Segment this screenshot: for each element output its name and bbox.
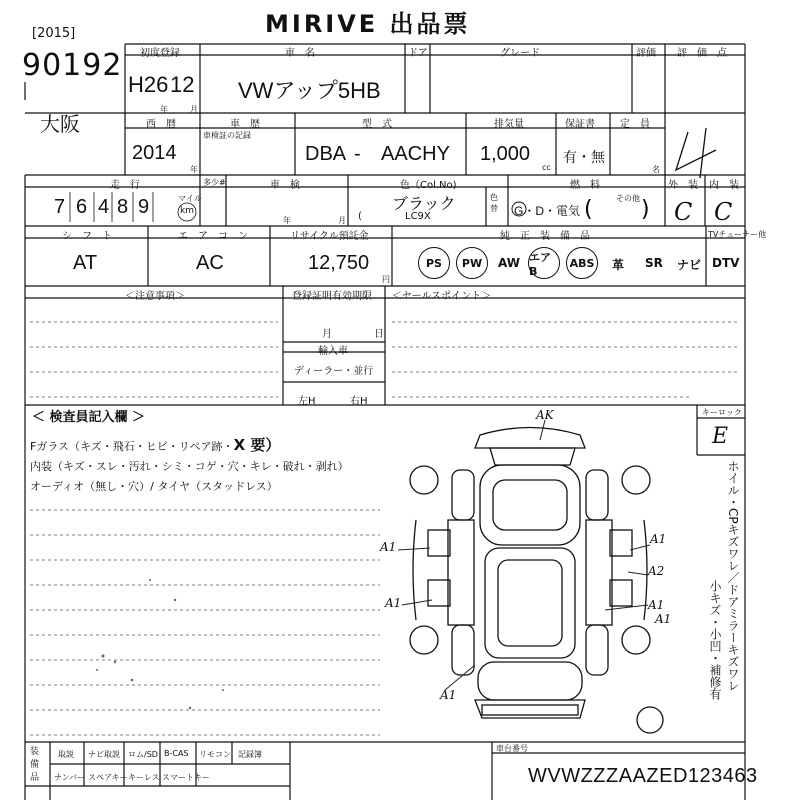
damage-right-3: A1 [648,598,665,612]
score-value [690,125,691,126]
inspection-label: 車 検 [270,180,300,191]
dealer-parallel: ディーラー・並行 [294,366,374,377]
equipment-label: 純 正 装 備 品 [500,231,590,242]
fuel-label: 燃 料 [570,180,600,191]
svg-text:): ) [641,197,650,222]
recycle-label: リサイクル預託金 [290,231,369,242]
reg-expiry-label: 登録証明有効期限 [292,291,372,302]
glass-mark: X 要） [233,436,281,454]
form-title: MIRIVE 出品票 [265,10,471,38]
keylock-mark: E [712,424,729,449]
history-label: 車 歴 [230,119,260,130]
damage-right-4: A1 [655,612,672,626]
item-rom-sd: ロム/SD [128,750,158,759]
damage-left-3: A1 [440,688,457,702]
displacement-label: 排気量 [494,119,524,130]
record-book-label: 記録簿 [238,750,262,759]
model-year-unit: 年 [190,165,198,174]
year-unit: 年 [160,105,168,114]
mileage-digit-2: 6 [76,196,88,218]
form-year: [2015] [32,26,76,41]
left-hand: 左H [298,396,316,407]
shift-value: AT [73,252,98,274]
exterior-label: 外 装 [668,180,698,191]
grade-label: グレード [500,48,540,59]
capacity-label: 定 員 [620,119,650,130]
side-note-2: 小キズ・小凹・補修有 [708,580,722,700]
damage-right-1: A1 [650,532,667,546]
mileage-digit-3: 4 [98,196,110,218]
color-change-label: 色替 [490,193,498,213]
inspection-year: 年 [283,216,291,225]
mileage-digit-5: 9 [138,196,150,218]
equip-abs: ABS [566,247,598,279]
equip-dtv: DTV [712,256,740,270]
right-hand: 右H [350,396,368,407]
first-reg-month: 12 [170,72,195,97]
damage-left-2: A1 [385,596,402,610]
history-sub-label: 車検証の記録 [203,131,251,140]
exterior-grade: C [674,198,693,226]
item-plate: ナンバー [54,773,86,782]
equip-navi: ナビ [677,258,702,272]
aircon-label: エ ア コ ン [178,231,248,242]
venue: 大阪 [40,112,80,136]
rating-mark-label: 評価 [636,48,656,59]
equip-pw: PW [456,247,488,279]
item-spare-key: スペアキー [88,773,128,782]
svg-text:(: ( [584,197,593,222]
inspector-header: ＜ 検査員記入欄 ＞ [32,410,146,425]
tuner-label: TVチューナー他 [708,230,767,239]
fuel-other-label: その他 [616,194,640,203]
mileage-digit-4: 8 [117,196,129,218]
lot-number: 90192 [22,48,123,83]
damage-right-2: A2 [648,564,665,578]
model-year-value: 2014 [132,142,177,164]
warranty-value: 有・無 [563,149,605,165]
color-code: LC9X [405,211,431,222]
reg-day: 日 [374,329,384,340]
audio-tire-line: オーディオ（無し・穴）/ タイヤ（スタッドレス） [30,480,278,493]
equip-sr: SR [645,256,663,270]
mileage-label: 走 行 [110,180,140,191]
item-bcas: B-CAS [164,749,189,758]
capacity-unit: 名 [652,165,660,174]
item-navi-manual: ナビ取説 [88,750,120,759]
interior-grade: C [714,198,733,226]
first-reg-value: H26 [128,72,169,97]
score-label: 評 価 点 [677,48,727,59]
car-name-value: VWアップ5HB [238,78,381,103]
equip-airbag: エアB [528,247,560,279]
item-smart-key: スマートキー [162,773,210,782]
car-name-label: 車 名 [285,48,315,59]
damage-left-1: A1 [380,540,397,554]
aircon-value: AC [196,252,224,274]
month-unit: 月 [190,105,198,114]
first-reg-label: 初度登録 [140,48,180,59]
item-keyless: キーレス [128,773,160,782]
reg-month: 月 [322,329,332,340]
glass-line: Fガラス（キズ・飛石・ヒビ・リペア跡・ [30,440,234,453]
mileage-unit-mark: 多少# [203,178,226,187]
equip-ps: PS [418,247,450,279]
item-manual: 取説 [58,750,74,759]
door-label: ドア [408,48,428,59]
recycle-value: 12,750 [308,252,370,274]
model-year-label: 西 暦 [146,119,176,130]
model-dash: - [354,143,361,165]
warranty-label: 保証書 [565,119,595,130]
displacement-value: 1,000 [480,143,531,165]
color-label: 色（Col.No) [400,180,457,191]
color-value: ブラック [392,196,456,213]
import-label: 輸入車 [318,346,348,357]
side-note-1: ホイル・CPキズワレ／ドアミラーキズワレ [726,460,740,692]
item-remote: リモコン [199,750,231,759]
mileage-km-unit: km [180,206,194,216]
chassis-number: WVWZZZAAZED123463 [528,765,758,787]
keylock-label: キーロック [702,408,742,417]
equip-aw: AW [498,256,520,270]
model-code-value: AACHY [381,143,450,165]
model-prefix: DBA [305,143,347,165]
fuel-options: G・D・電気 [514,204,581,218]
equip-leather: 革 [612,258,625,272]
shift-label: シ フ ト [62,231,112,242]
mileage-mile-unit: マイル [178,194,202,203]
inspection-month: 月 [338,216,346,225]
mileage-digit-1: 7 [54,196,66,218]
delivery-label: 装備品 [30,747,40,783]
sales-point-label: ＜セールスポイント＞ [392,291,492,302]
model-code-label: 型 式 [362,119,392,130]
yen-unit: 円 [382,275,390,284]
chassis-label: 車台番号 [496,744,528,753]
damage-top: AK [536,408,554,422]
cc-unit: cc [542,163,551,172]
interior-label: 内 装 [709,180,739,191]
caution-label: ＜注意事項＞ [125,291,185,302]
interior-line: 内装（キズ・スレ・汚れ・シミ・コゲ・穴・キレ・破れ・剥れ） [30,460,349,473]
